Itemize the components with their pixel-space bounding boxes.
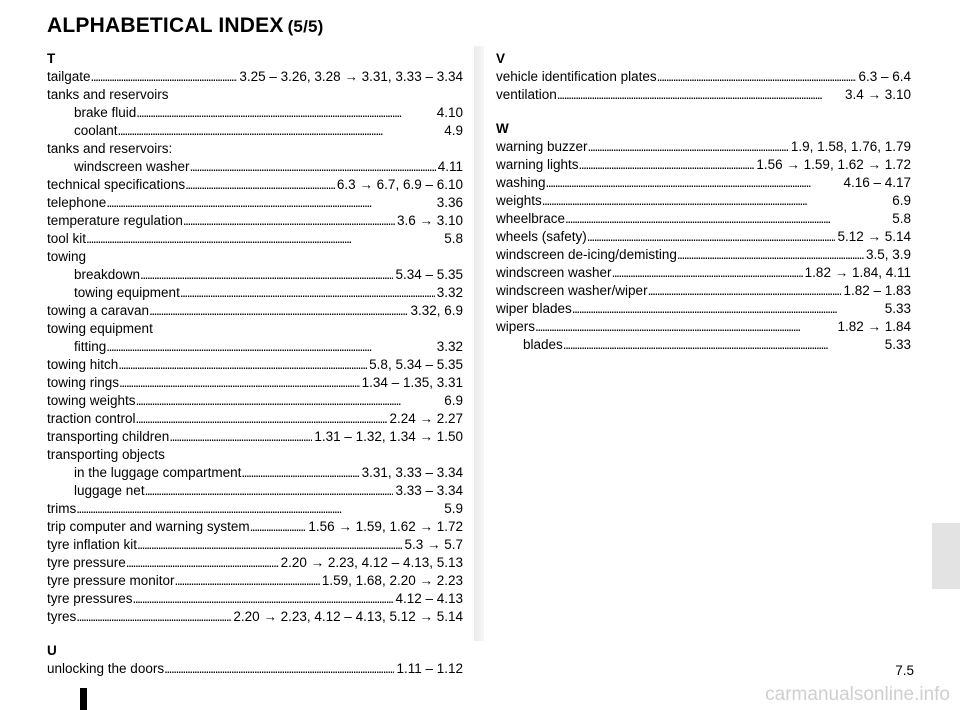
- index-entry: [47, 590, 463, 608]
- index-entry: [47, 608, 463, 626]
- entry-pages: 1.34 – 1.35, 3.31: [361, 375, 463, 390]
- entry-pages: 2.20 → 2.23, 4.12 – 4.13, 5.13: [280, 555, 463, 570]
- entry-term: windscreen washer: [496, 265, 612, 280]
- section-gap: [496, 104, 911, 120]
- dot-leader: [149, 302, 408, 320]
- entry-term: tailgate: [47, 69, 91, 84]
- entry-term: tanks and reservoirs: [47, 87, 169, 102]
- index-entry: [47, 86, 463, 104]
- dot-leader: [145, 482, 394, 500]
- index-subentry: [47, 122, 463, 140]
- dot-leader: [136, 104, 434, 122]
- index-entry: [47, 212, 463, 230]
- dot-leader: [579, 156, 755, 174]
- index-column-left: [47, 50, 463, 678]
- title-text: ALPHABETICAL INDEX: [47, 14, 284, 37]
- index-entry: [496, 282, 911, 300]
- index-subentry: [47, 266, 463, 284]
- dot-leader: [185, 176, 335, 194]
- dot-leader: [648, 282, 842, 300]
- index-subentry: [47, 338, 463, 356]
- entry-pages: 5.8: [444, 231, 463, 246]
- dot-leader: [140, 266, 393, 284]
- index-subentry: [496, 336, 911, 354]
- entry-pages: 6.3 → 6.7, 6.9 – 6.10: [336, 177, 463, 192]
- entry-term: tyre pressure monitor: [47, 573, 175, 588]
- entry-term: tool kit: [47, 231, 87, 246]
- entry-pages: 6.3 – 6.4: [858, 69, 911, 84]
- index-entry: [47, 230, 463, 248]
- dot-leader: [136, 410, 388, 428]
- entry-term: windscreen washer: [74, 159, 190, 174]
- entry-term: towing equipment: [47, 321, 153, 336]
- index-entry: [47, 194, 463, 212]
- section-letter-v: V: [496, 51, 506, 66]
- index-entry: [47, 518, 463, 536]
- index-entry: [47, 392, 463, 410]
- index-entry: [47, 248, 463, 266]
- entry-term: brake fluid: [74, 105, 137, 120]
- index-entry: [47, 572, 463, 590]
- entry-pages: 5.3 → 5.7: [404, 537, 463, 552]
- entry-pages: 4.16 – 4.17: [843, 175, 911, 190]
- entry-term: weights: [496, 193, 542, 208]
- entry-term: wheelbrace: [496, 211, 566, 226]
- entry-pages: 3.36: [436, 195, 463, 210]
- index-entry: [47, 500, 463, 518]
- section-gap: [47, 626, 463, 642]
- dot-leader: [250, 518, 307, 536]
- entry-pages: 4.11: [437, 159, 463, 174]
- chapter-tab-marker: [932, 523, 960, 589]
- entry-term: telephone: [47, 195, 107, 210]
- dot-leader: [241, 464, 359, 482]
- dot-leader: [563, 336, 883, 354]
- entry-term: blades: [523, 337, 563, 352]
- index-entry: [47, 374, 463, 392]
- index-entry: [47, 140, 463, 158]
- entry-term: trip computer and warning system: [47, 519, 250, 534]
- entry-term: coolant: [74, 123, 118, 138]
- entry-pages: 3.32: [436, 285, 463, 300]
- index-subentry: [47, 464, 463, 482]
- entry-pages: 5.9: [444, 501, 463, 516]
- index-entry: [47, 446, 463, 464]
- index-entry: [496, 156, 911, 174]
- title-part-indicator: (5/5): [287, 17, 324, 36]
- entry-term: temperature regulation: [47, 213, 183, 228]
- entry-term: warning lights: [496, 157, 579, 172]
- entry-term: tyre pressure: [47, 555, 126, 570]
- section-letter-t: T: [47, 51, 56, 66]
- entry-pages: 3.33 – 3.34: [395, 483, 463, 498]
- entry-term: trims: [47, 501, 77, 516]
- page-number: 7.5: [895, 663, 914, 678]
- index-entry: [47, 554, 463, 572]
- entry-term: tyre pressures: [47, 591, 133, 606]
- dot-leader: [137, 536, 402, 554]
- entry-pages: 1.11 – 1.12: [396, 661, 463, 676]
- entry-term: wheels (safety): [496, 229, 587, 244]
- dot-leader: [565, 210, 890, 228]
- dot-leader: [535, 318, 835, 336]
- section-letter-u: U: [47, 643, 57, 658]
- dot-leader: [76, 500, 442, 518]
- entry-term: towing weights: [47, 393, 136, 408]
- index-entry: [496, 264, 911, 282]
- dot-leader: [169, 428, 312, 446]
- entry-term: wipers: [496, 319, 536, 334]
- entry-pages: 1.82 → 1.84, 4.11: [804, 265, 911, 280]
- index-entry: [47, 176, 463, 194]
- dot-leader: [546, 174, 842, 192]
- entry-pages: 3.5, 3.9: [865, 247, 911, 262]
- dot-leader: [557, 86, 843, 104]
- section-t-entries: [47, 68, 463, 626]
- column-divider: [474, 46, 484, 641]
- page-title: [47, 14, 324, 38]
- entry-term: windscreen de-icing/demisting: [496, 247, 677, 262]
- dot-leader: [190, 158, 436, 176]
- index-subentry: [47, 482, 463, 500]
- index-entry: [47, 536, 463, 554]
- dot-leader: [91, 68, 238, 86]
- entry-pages: 3.25 – 3.26, 3.28 → 3.31, 3.33 – 3.34: [239, 69, 463, 84]
- index-entry: [496, 228, 911, 246]
- index-entry: [496, 86, 911, 104]
- entry-pages: 1.82 – 1.83: [843, 283, 911, 298]
- entry-term: towing a caravan: [47, 303, 150, 318]
- entry-term: warning buzzer: [496, 139, 588, 154]
- dot-leader: [175, 572, 320, 590]
- entry-pages: 4.9: [444, 123, 463, 138]
- index-subentry: [47, 284, 463, 302]
- entry-term: vehicle identification plates: [496, 69, 657, 84]
- dot-leader: [118, 122, 443, 140]
- entry-pages: 5.33: [884, 301, 911, 316]
- entry-term: wiper blades: [496, 301, 572, 316]
- entry-term: washing: [496, 175, 546, 190]
- entry-pages: 1.56 → 1.59, 1.62 → 1.72: [308, 519, 463, 534]
- entry-pages: 3.32, 6.9: [410, 303, 463, 318]
- entry-pages: 5.33: [884, 337, 911, 352]
- entry-term: tanks and reservoirs:: [47, 141, 173, 156]
- entry-term: tyre inflation kit: [47, 537, 138, 552]
- entry-term: towing equipment: [74, 285, 180, 300]
- entry-term: tyres: [47, 609, 77, 624]
- entry-pages: 5.34 – 5.35: [395, 267, 463, 282]
- dot-leader: [180, 284, 435, 302]
- dot-leader: [164, 660, 394, 678]
- entry-term: luggage net: [74, 483, 145, 498]
- entry-term: ventilation: [496, 87, 557, 102]
- entry-term: unlocking the doors: [47, 661, 165, 676]
- index-entry: [496, 68, 911, 86]
- index-entry: [496, 174, 911, 192]
- entry-term: transporting objects: [47, 447, 165, 462]
- index-entry: [496, 192, 911, 210]
- entry-pages: 6.9: [444, 393, 463, 408]
- entry-pages: 2.20 → 2.23, 4.12 – 4.13, 5.12 → 5.14: [233, 609, 463, 624]
- entry-term: in the luggage compartment: [74, 465, 242, 480]
- index-entry: [47, 302, 463, 320]
- section-letter-w: W: [496, 121, 509, 136]
- entry-term: towing: [47, 249, 87, 264]
- dot-leader: [76, 608, 231, 626]
- entry-pages: 4.10: [436, 105, 463, 120]
- dot-leader: [119, 374, 360, 392]
- index-entry: [47, 356, 463, 374]
- dot-leader: [86, 230, 442, 248]
- watermark: carmanualsonline.info: [765, 684, 950, 705]
- entry-term: breakdown: [74, 267, 141, 282]
- index-subentry: [47, 158, 463, 176]
- dot-leader: [133, 590, 394, 608]
- entry-pages: 3.4 → 3.10: [844, 87, 911, 102]
- entry-pages: 1.59, 1.68, 2.20 → 2.23: [321, 573, 463, 588]
- index-entry: [47, 68, 463, 86]
- index-entry: [47, 428, 463, 446]
- entry-pages: 5.8, 5.34 – 5.35: [369, 357, 463, 372]
- index-column-right: [496, 50, 911, 354]
- entry-term: technical specifications: [47, 177, 186, 192]
- entry-term: traction control: [47, 411, 136, 426]
- index-entry: [496, 318, 911, 336]
- dot-leader: [572, 300, 883, 318]
- section-w-entries: [496, 138, 911, 354]
- entry-pages: 1.56 → 1.59, 1.62 → 1.72: [756, 157, 911, 172]
- section-v-entries: [496, 68, 911, 104]
- dot-leader: [588, 138, 789, 156]
- entry-pages: 3.31, 3.33 – 3.34: [361, 465, 463, 480]
- index-entry: [496, 138, 911, 156]
- dot-leader: [183, 212, 395, 230]
- entry-pages: 6.9: [892, 193, 911, 208]
- dot-leader: [677, 246, 864, 264]
- index-entry: [47, 660, 463, 678]
- entry-term: transporting children: [47, 429, 170, 444]
- entry-pages: 2.24 → 2.27: [389, 411, 463, 426]
- index-entry: [496, 210, 911, 228]
- dot-leader: [657, 68, 857, 86]
- entry-pages: 1.82 → 1.84: [837, 319, 911, 334]
- entry-pages: 3.32: [436, 339, 463, 354]
- corner-mark: [80, 688, 87, 710]
- dot-leader: [612, 264, 803, 282]
- dot-leader: [106, 338, 434, 356]
- index-entry: [47, 320, 463, 338]
- index-subentry: [47, 104, 463, 122]
- entry-pages: 5.8: [892, 211, 911, 226]
- index-entry: [47, 410, 463, 428]
- dot-leader: [136, 392, 443, 410]
- dot-leader: [106, 194, 434, 212]
- index-entry: [496, 300, 911, 318]
- entry-term: towing rings: [47, 375, 120, 390]
- dot-leader: [126, 554, 279, 572]
- entry-pages: 1.9, 1.58, 1.76, 1.79: [790, 139, 911, 154]
- entry-pages: 1.31 – 1.32, 1.34 → 1.50: [314, 429, 463, 444]
- dot-leader: [542, 192, 890, 210]
- dot-leader: [118, 356, 367, 374]
- entry-pages: 4.12 – 4.13: [395, 591, 463, 606]
- entry-term: towing hitch: [47, 357, 119, 372]
- entry-pages: 3.6 → 3.10: [396, 213, 463, 228]
- dot-leader: [587, 228, 836, 246]
- entry-term: windscreen washer/wiper: [496, 283, 648, 298]
- entry-term: fitting: [74, 339, 107, 354]
- section-u-entries: [47, 660, 463, 678]
- index-entry: [496, 246, 911, 264]
- entry-pages: 5.12 → 5.14: [837, 229, 911, 244]
